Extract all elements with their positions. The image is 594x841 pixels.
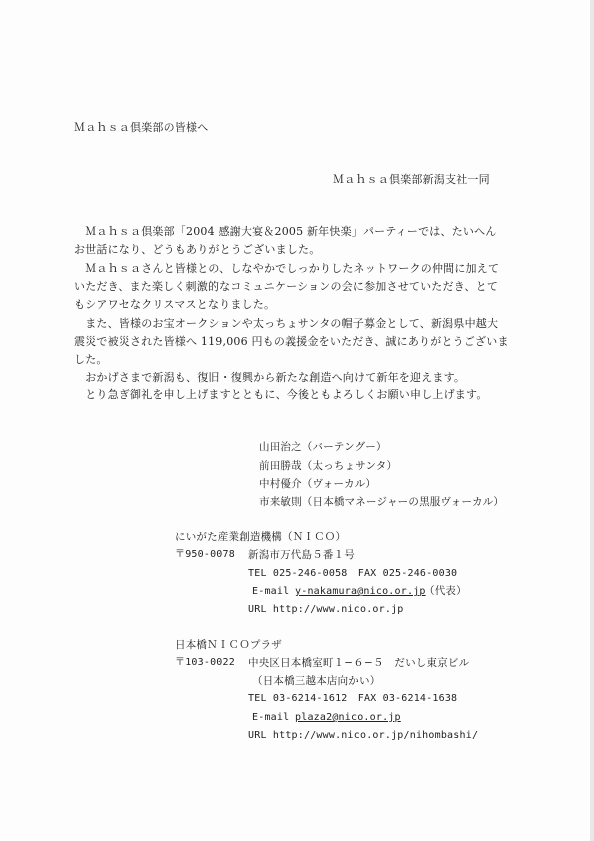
org2-email-link[interactable]: plaza2@nico.or.jp (295, 712, 401, 723)
org2-url: URL http://www.nico.or.jp/nihombashi/ (248, 730, 479, 741)
page-edge-shadow (590, 0, 594, 841)
org2-address: 中央区日本橋室町１−６−５ だいし東京ビル (248, 657, 470, 669)
body-line: 震災で被災された皆様へ 119,006 円もの義援金をいただき、誠にありがとうございま (74, 335, 509, 348)
org1-tel: TEL 025-246-0058 FAX 025-246-0030 (248, 568, 458, 579)
org1-name: にいがた産業創造機構（ＮＩＣＯ） (175, 531, 347, 543)
body-line: いただき、また楽しく刺激的なコミュニケーションの会に参加させていただき、とて (74, 280, 499, 293)
org2-email-label: E-mail (252, 712, 290, 723)
body-line: Ｍａｈｓａ倶楽部「2004 感謝大宴＆2005 新年快楽」パーティーでは、たいへん (74, 225, 497, 238)
org2-postal: 〒103-0022 (175, 657, 235, 668)
org1-postal: 〒950-0078 (175, 549, 235, 560)
body-line: もシアワセなクリスマスとなりました。 (74, 298, 276, 311)
body-line: また、皆様のお宝オークションや太っちょサンタの帽子募金として、新潟県中越大 (74, 317, 499, 330)
org1-email-label: E-mail (252, 586, 290, 597)
body-line: した。 (74, 353, 108, 366)
body-line: とり急ぎ御礼を申し上げますとともに、今後ともよろしくお願い申し上げます。 (74, 388, 488, 401)
body-line: お世話になり、どうもありがとうございました。 (74, 243, 321, 256)
org2-address2: （日本橋三越本店向かい） (252, 675, 381, 687)
sender: Ｍａｈｓａ倶楽部新潟支社一同 (333, 173, 490, 186)
org2-name: 日本橋ＮＩＣＯプラザ (175, 639, 282, 651)
member-name: 山田治之（バーテングー） (259, 441, 387, 453)
member-name: 市来敏則（日本橋マネージャーの黒服ヴォーカル） (259, 496, 505, 508)
org1-url: URL http://www.nico.or.jp (248, 604, 404, 615)
org2-tel: TEL 03-6214-1612 FAX 03-6214-1638 (248, 693, 458, 704)
member-name: 前田勝哉（太っちょサンタ） (259, 460, 398, 472)
body-line: おかげさまで新潟も、復旧・復興から新たな創造へ向けて新年を迎えます。 (74, 371, 466, 384)
org1-email-link[interactable]: y-nakamura@nico.or.jp (295, 586, 426, 597)
body-line: Ｍａｈｓａさんと皆様との、しなやかでしっかりしたネットワークの仲間に加えて (74, 262, 500, 275)
org1-address: 新潟市万代島５番１号 (248, 549, 355, 561)
member-name: 中村優介（ヴォーカル） (259, 478, 377, 490)
salutation: Ｍａｈｓａ倶楽部の皆様へ (74, 121, 209, 134)
org1-email-note: （代表） (424, 585, 467, 597)
